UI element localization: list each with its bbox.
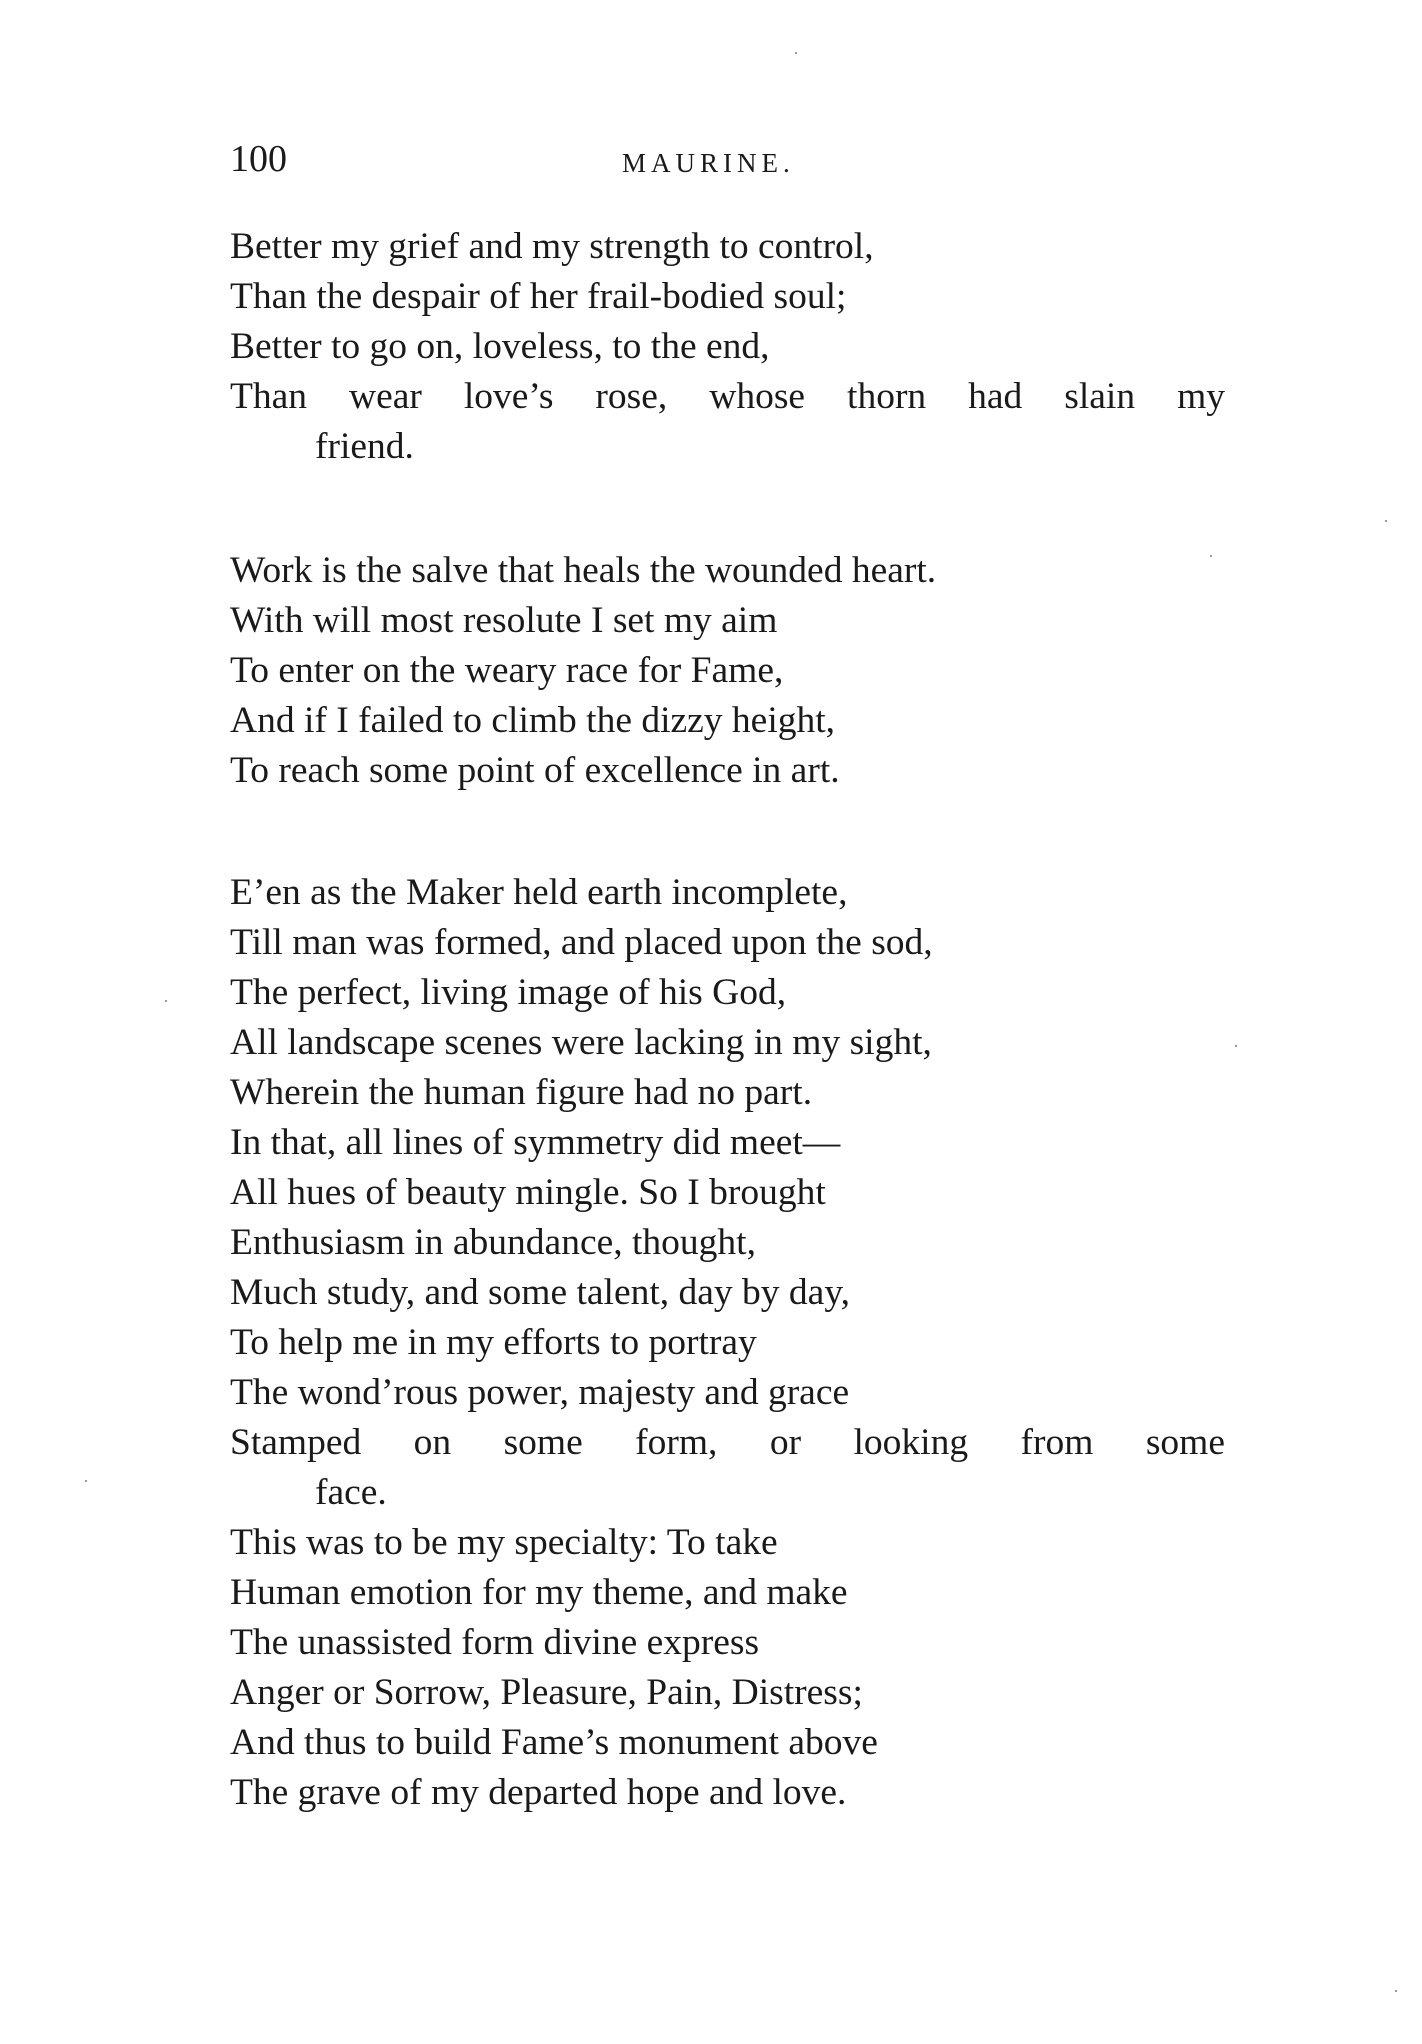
poem-line: And thus to build Fame’s monument above: [230, 1722, 878, 1763]
stanza-3: [230, 868, 1230, 1818]
poem-line: Anger or Sorrow, Pleasure, Pain, Distress;: [230, 1672, 863, 1713]
poem-line-continuation: face.: [315, 1472, 387, 1513]
poem-line: In that, all lines of symmetry did meet—: [230, 1122, 841, 1163]
poem-line: To help me in my efforts to portray: [230, 1322, 757, 1363]
poem-line-continuation: friend.: [315, 426, 414, 467]
page-number: 100: [230, 138, 287, 180]
poem-line: Human emotion for my theme, and make: [230, 1572, 848, 1613]
scan-speck: [165, 1000, 167, 1002]
page-header: [230, 134, 1230, 184]
poem-line: Better my grief and my strength to control,: [230, 226, 874, 267]
poem-line: Better to go on, loveless, to the end,: [230, 326, 770, 367]
poem-line: The grave of my departed hope and love.: [230, 1772, 847, 1813]
poem-line: All hues of beauty mingle. So I brought: [230, 1172, 826, 1213]
poem-line: To enter on the weary race for Fame,: [230, 650, 784, 691]
poem-line: Than wear love’s rose, whose thorn had slain my: [230, 376, 1225, 417]
poem-line: Stamped on some form, or looking from some: [230, 1422, 1225, 1463]
poem-line: Than the despair of her frail-bodied soul;: [230, 276, 847, 317]
scan-speck: [1210, 555, 1212, 557]
poem-line: Much study, and some talent, day by day,: [230, 1272, 851, 1313]
poem-line: This was to be my specialty: To take: [230, 1522, 778, 1563]
scan-speck: [1235, 1045, 1237, 1047]
poem-line: The wond’rous power, majesty and grace: [230, 1372, 850, 1413]
poem-line: The perfect, living image of his God,: [230, 972, 787, 1013]
poem-line: Enthusiasm in abundance, thought,: [230, 1222, 756, 1263]
poem-line: All landscape scenes were lacking in my sight,: [230, 1022, 932, 1063]
poem-line: Wherein the human figure had no part.: [230, 1072, 813, 1113]
poem-line: And if I failed to climb the dizzy height,: [230, 700, 836, 741]
stanza-1: [230, 222, 1230, 472]
poem-line: Till man was formed, and placed upon the sod,: [230, 922, 933, 963]
poem-line: With will most resolute I set my aim: [230, 600, 778, 641]
poem-line: E’en as the Maker held earth incomplete,: [230, 872, 848, 913]
scan-speck: [795, 52, 797, 54]
scan-speck: [1395, 1990, 1397, 1992]
scan-speck: [85, 1480, 87, 1482]
poem-line: The unassisted form divine express: [230, 1622, 760, 1663]
running-title: MAURINE.: [622, 148, 795, 178]
scan-speck: [1385, 520, 1387, 522]
poem-line: To reach some point of excellence in art.: [230, 750, 840, 791]
stanza-2: [230, 546, 1230, 796]
poem-line: Work is the salve that heals the wounded heart.: [230, 550, 937, 591]
